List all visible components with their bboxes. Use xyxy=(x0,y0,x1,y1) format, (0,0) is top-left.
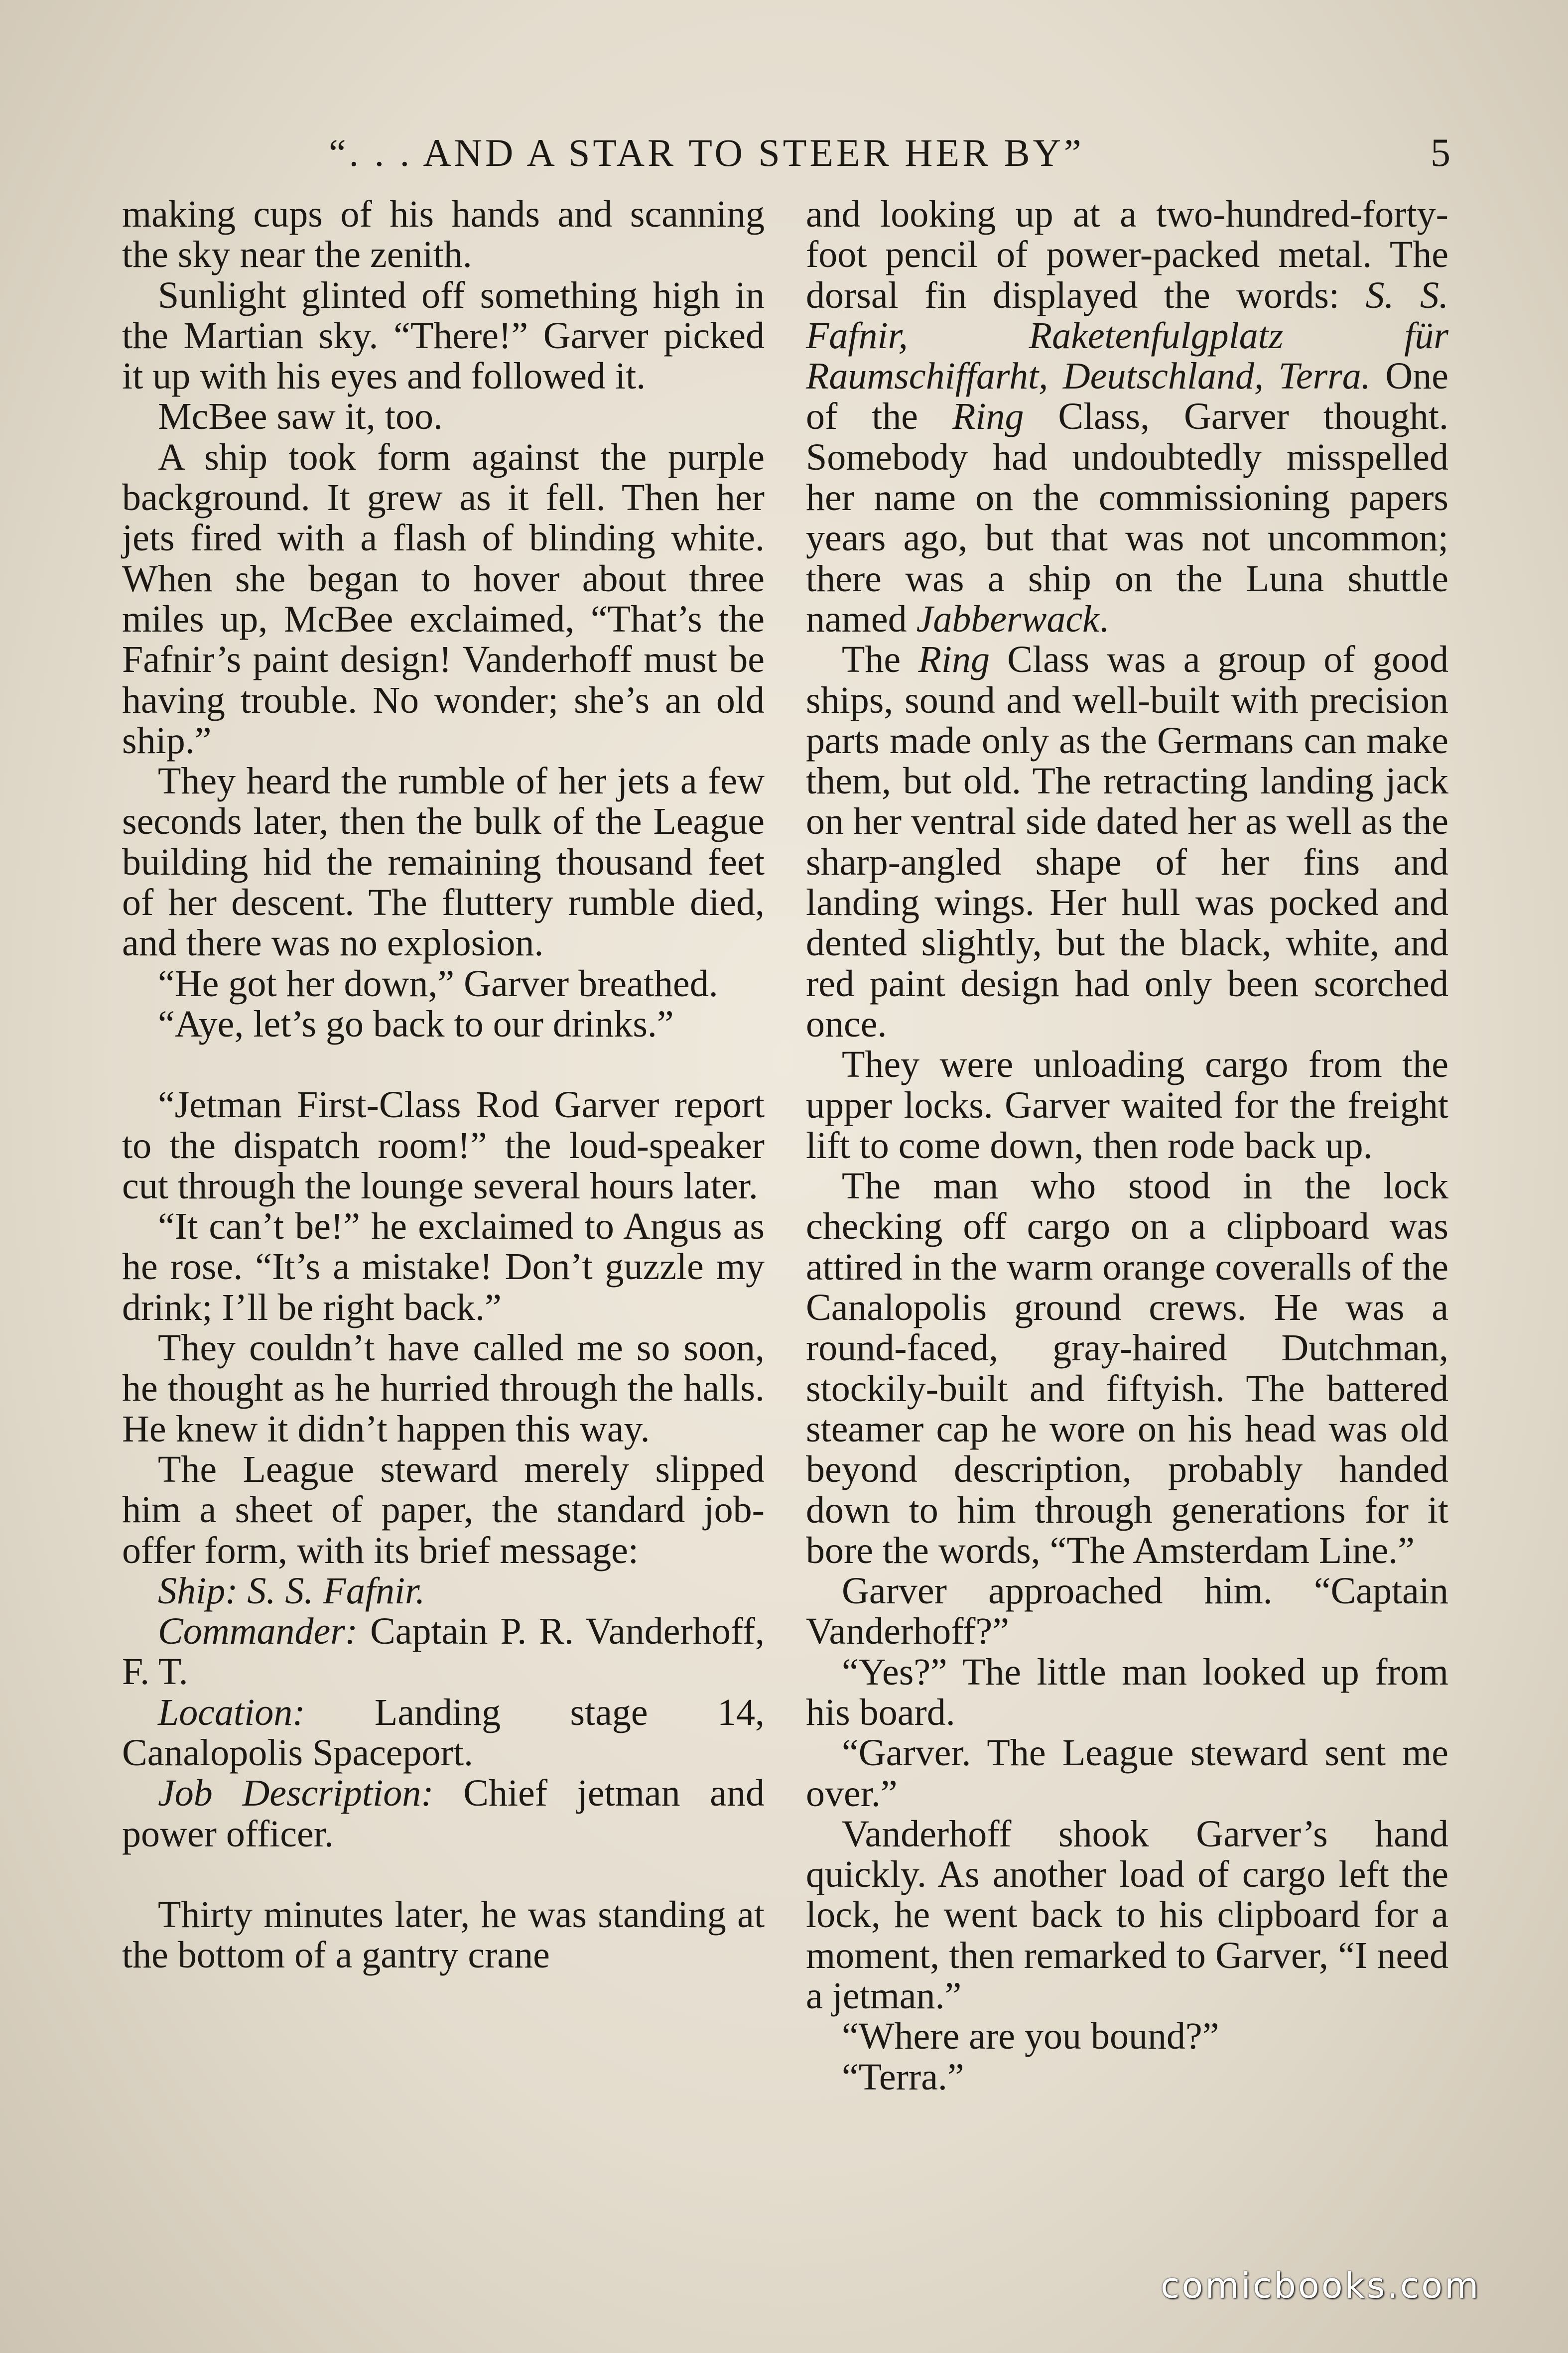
paragraph: “Yes?” The little man looked up from his board. xyxy=(806,1651,1448,1733)
paragraph: “Terra.” xyxy=(842,2056,964,2098)
paragraph: The Ring Class was a group of good ships, sound and well-built with precision parts made only as the Germans can make them, but old. The retracting landing jack on her ventral side dated her as well as the sharp-angled shape of her fins and landing wings. Her hull was pocked and dented slightly, but the black, white, and red paint design had only been scorched once. xyxy=(806,639,1449,1045)
paragraph: Thirty minutes later, he was standing at the bottom of a gantry crane xyxy=(122,1893,765,1976)
paragraph: “Jetman First-Class Rod Garver report to the dispatch room!” the loud-speaker cut through the lounge several hours later. xyxy=(122,1084,765,1207)
job-form-description: Job Description: Chief jetman and power officer. xyxy=(122,1772,765,1855)
watermark-text: comicbooks.com xyxy=(1161,2265,1481,2306)
paragraph: making cups of his hands and scanning the sky near the zenith. xyxy=(122,193,765,276)
paragraph: They heard the rumble of her jets a few seconds later, then the bulk of the League building hid the remaining thousand feet of her descent. The fluttery rumble died, and there was no explosion. xyxy=(122,760,765,964)
paragraph: They couldn’t have called me so soon, he thought as he hurried through the halls. He knew it didn’t happen this way. xyxy=(122,1327,765,1450)
running-header xyxy=(0,131,1568,175)
job-form-ship: Ship: S. S. Fafnir. xyxy=(158,1569,425,1612)
page-number: 5 xyxy=(1431,131,1450,175)
paragraph: and looking up at a two-hundred-forty-foot pencil of power-packed metal. The dorsal fin displayed the words: S. S. Fafnir, Raketenfulgplatz für Raumschiffarht, Deutschland, Terra. One of the Ring Class, Garver thought. Somebody had undoubtedly misspelled her name on the commissioning papers years ago, but that was not uncommon; there was a ship on the Luna shuttle named Jabberwack. xyxy=(806,193,1449,640)
paragraph: Sunlight glinted off something high in the Martian sky. “There!” Garver picked it up with his eyes and followed it. xyxy=(122,274,765,397)
running-title: “. . . AND A STAR TO STEER HER BY” xyxy=(329,131,1084,174)
paragraph: McBee saw it, too. xyxy=(158,395,443,438)
paragraph: The League steward merely slipped him a sheet of paper, the standard job-offer form, with its brief message: xyxy=(122,1448,765,1571)
paragraph: “It can’t be!” he exclaimed to Angus as he rose. “It’s a mistake! Don’t guzzle my drink; I’ll be right back.” xyxy=(122,1205,765,1328)
paragraph: “Where are you bound?” xyxy=(842,2015,1219,2058)
left-column xyxy=(122,194,765,1975)
paragraph: “Aye, let’s go back to our drinks.” xyxy=(158,1003,674,1045)
paragraph: “He got her down,” Garver breathed. xyxy=(158,962,718,1005)
paragraph: They were unloading cargo from the upper locks. Garver waited for the freight lift to come down, then rode back up. xyxy=(806,1044,1448,1167)
paragraph: Vanderhoff shook Garver’s hand quickly. As another load of cargo left the lock, he went back to his clipboard for a moment, then remarked to Garver, “I need a jetman.” xyxy=(806,1813,1448,2017)
right-column xyxy=(806,194,1448,2097)
job-form-commander: Commander: Captain P. R. Vanderhoff, F. T. xyxy=(122,1610,765,1693)
job-form-location: Location: Landing stage 14, Canalopolis Spaceport. xyxy=(122,1691,765,1774)
paragraph: A ship took form against the purple background. It grew as it fell. Then her jets fired with a flash of blinding white. When she began to hover about three miles up, McBee exclaimed, “That’s the Fafnir’s paint design! Vanderhoff must be having trouble. No wonder; she’s an old ship.” xyxy=(122,436,765,762)
paragraph: “Garver. The League steward sent me over.” xyxy=(806,1732,1448,1815)
paragraph: The man who stood in the lock checking off cargo on a clipboard was attired in the warm orange coveralls of the Canalopolis ground crews. He was a round-faced, gray-haired Dutchman, stockily-built and fiftyish. The battered steamer cap he wore on his head was old beyond description, probably handed down to him through generations for it bore the words, “The Amsterdam Line.” xyxy=(806,1165,1448,1571)
paragraph: Garver approached him. “Captain Vanderhoff?” xyxy=(806,1570,1448,1653)
